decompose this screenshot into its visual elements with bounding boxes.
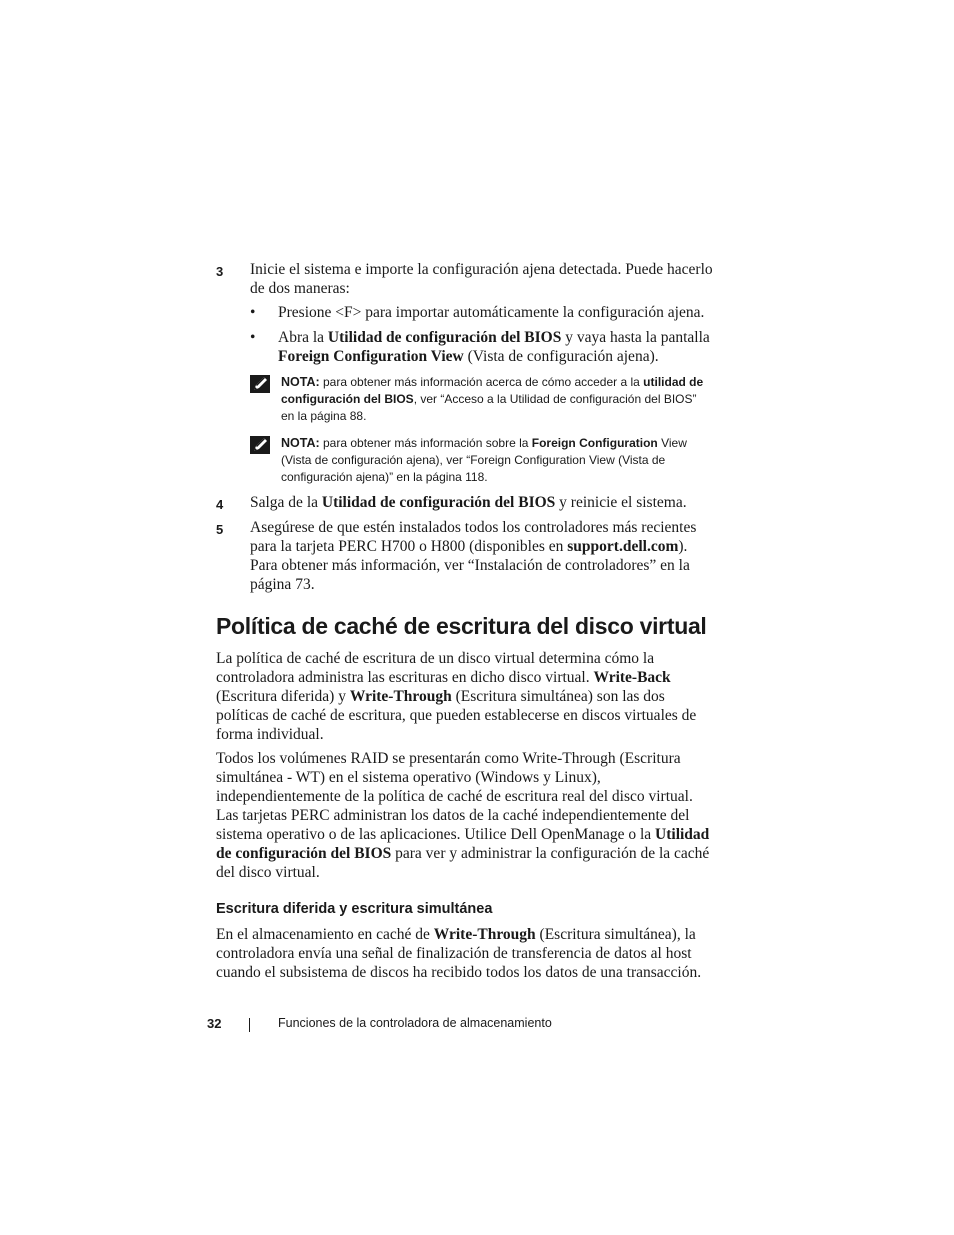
bullet-dot: • bbox=[250, 304, 256, 321]
section-paragraph-2 bbox=[216, 749, 716, 882]
bullet-item-1 bbox=[250, 303, 720, 322]
step-number: 3 bbox=[216, 264, 224, 279]
text-run: ). Para obtener más información, ver “Instalación de controladores” en la página 73. bbox=[250, 538, 690, 593]
step-number: 4 bbox=[216, 497, 224, 512]
text-run: (Escritura diferida) y bbox=[216, 688, 350, 705]
text-run: para obtener más información sobre la bbox=[319, 436, 532, 450]
section-paragraph-1 bbox=[216, 649, 716, 744]
text-run: View (Vista de configuración ajena), ver “Foreign Configuration View (Vista de configuración ajena)” en la página 118. bbox=[281, 436, 687, 484]
subsection-title: Escritura diferida y escritura simultánea bbox=[216, 901, 493, 917]
text-run: (Vista de configuración ajena). bbox=[463, 348, 659, 365]
note-1 bbox=[250, 374, 710, 425]
text-run: La política de caché de escritura de un disco virtual determina cómo la controladora administra las escrituras en dicho disco virtual. bbox=[216, 650, 655, 686]
bios-utility-term: utilidad de configuración del BIOS bbox=[281, 375, 704, 406]
text-run: , ver “Acceso a la Utilidad de configuración del BIOS” en la página 88. bbox=[281, 392, 697, 423]
text-run: para obtener más información acerca de cómo acceder a la bbox=[319, 375, 644, 389]
bios-utility-term: Utilidad de configuración del BIOS bbox=[321, 494, 556, 511]
text-run: Salga de la bbox=[250, 494, 322, 511]
text-run: y reinicie el sistema. bbox=[555, 494, 687, 511]
footer-divider bbox=[249, 1018, 250, 1032]
pencil-note-icon bbox=[250, 375, 270, 393]
bullet-text bbox=[278, 328, 720, 366]
text-run: para ver y administrar la configuración de la caché del disco virtual. bbox=[216, 845, 710, 881]
note-text bbox=[281, 435, 710, 486]
subsection-paragraph bbox=[216, 925, 716, 982]
chapter-title: Funciones de la controladora de almacenamiento bbox=[278, 1016, 552, 1030]
text-run: (Escritura simultánea), la controladora envía una señal de finalización de transferencia de datos al host cuando el subsistema de discos ha recibido todos los datos de una transacción. bbox=[216, 926, 702, 981]
text-run: En el almacenamiento en caché de bbox=[216, 926, 434, 943]
note-text bbox=[281, 374, 710, 425]
write-back-term: Write-Back bbox=[593, 669, 671, 686]
bios-utility-term: Utilidad de configuración del BIOS bbox=[216, 826, 710, 862]
write-through-term: Write-Through bbox=[433, 926, 536, 943]
foreign-config-view-term: Foreign Configuration View bbox=[278, 348, 464, 365]
note-label: NOTA: bbox=[281, 436, 320, 450]
bullet-dot: • bbox=[250, 329, 256, 346]
step-4 bbox=[216, 493, 716, 512]
step-text bbox=[250, 518, 716, 594]
write-through-term: Write-Through bbox=[349, 688, 452, 705]
section-title: Política de caché de escritura del disco virtual bbox=[216, 613, 707, 639]
step-5 bbox=[216, 518, 716, 594]
step-3 bbox=[216, 260, 716, 298]
text-run: y vaya hasta la pantalla bbox=[561, 329, 710, 346]
foreign-config-term: Foreign Configuration bbox=[531, 436, 658, 450]
bullet-text: Presione <F> para importar automáticamente la configuración ajena. bbox=[278, 304, 705, 321]
page-number: 32 bbox=[207, 1016, 222, 1031]
support-link[interactable]: support.dell.com bbox=[567, 538, 679, 555]
text-run: Todos los volúmenes RAID se presentarán como Write-Through (Escritura simultánea - WT) en el sistema operativo (Windows y Linux), independientemente de la política de caché de escritura real del disco virtual. Las tarjetas PERC administran los datos de la caché independientemente del sistema operativo o de las aplicaciones. Utilice Dell OpenManage o la bbox=[216, 750, 693, 843]
bios-utility-term: Utilidad de configuración del BIOS bbox=[327, 329, 562, 346]
step-number: 5 bbox=[216, 522, 224, 537]
text-run: Asegúrese de que estén instalados todos los controladores más recientes para la tarjeta PERC H700 o H800 (disponibles en bbox=[250, 519, 697, 555]
step-text: Inicie el sistema e importe la configuración ajena detectada. Puede hacerlo de dos maneras: bbox=[250, 261, 713, 297]
text-run: (Escritura simultánea) son las dos políticas de caché de escritura, que pueden establecerse en discos virtuales de forma individual. bbox=[216, 688, 697, 743]
bullet-item-2 bbox=[250, 328, 720, 366]
text-run: Abra la bbox=[278, 329, 328, 346]
note-2 bbox=[250, 435, 710, 486]
pencil-note-icon bbox=[250, 436, 270, 454]
note-label: NOTA: bbox=[281, 375, 320, 389]
step-text bbox=[250, 493, 716, 512]
